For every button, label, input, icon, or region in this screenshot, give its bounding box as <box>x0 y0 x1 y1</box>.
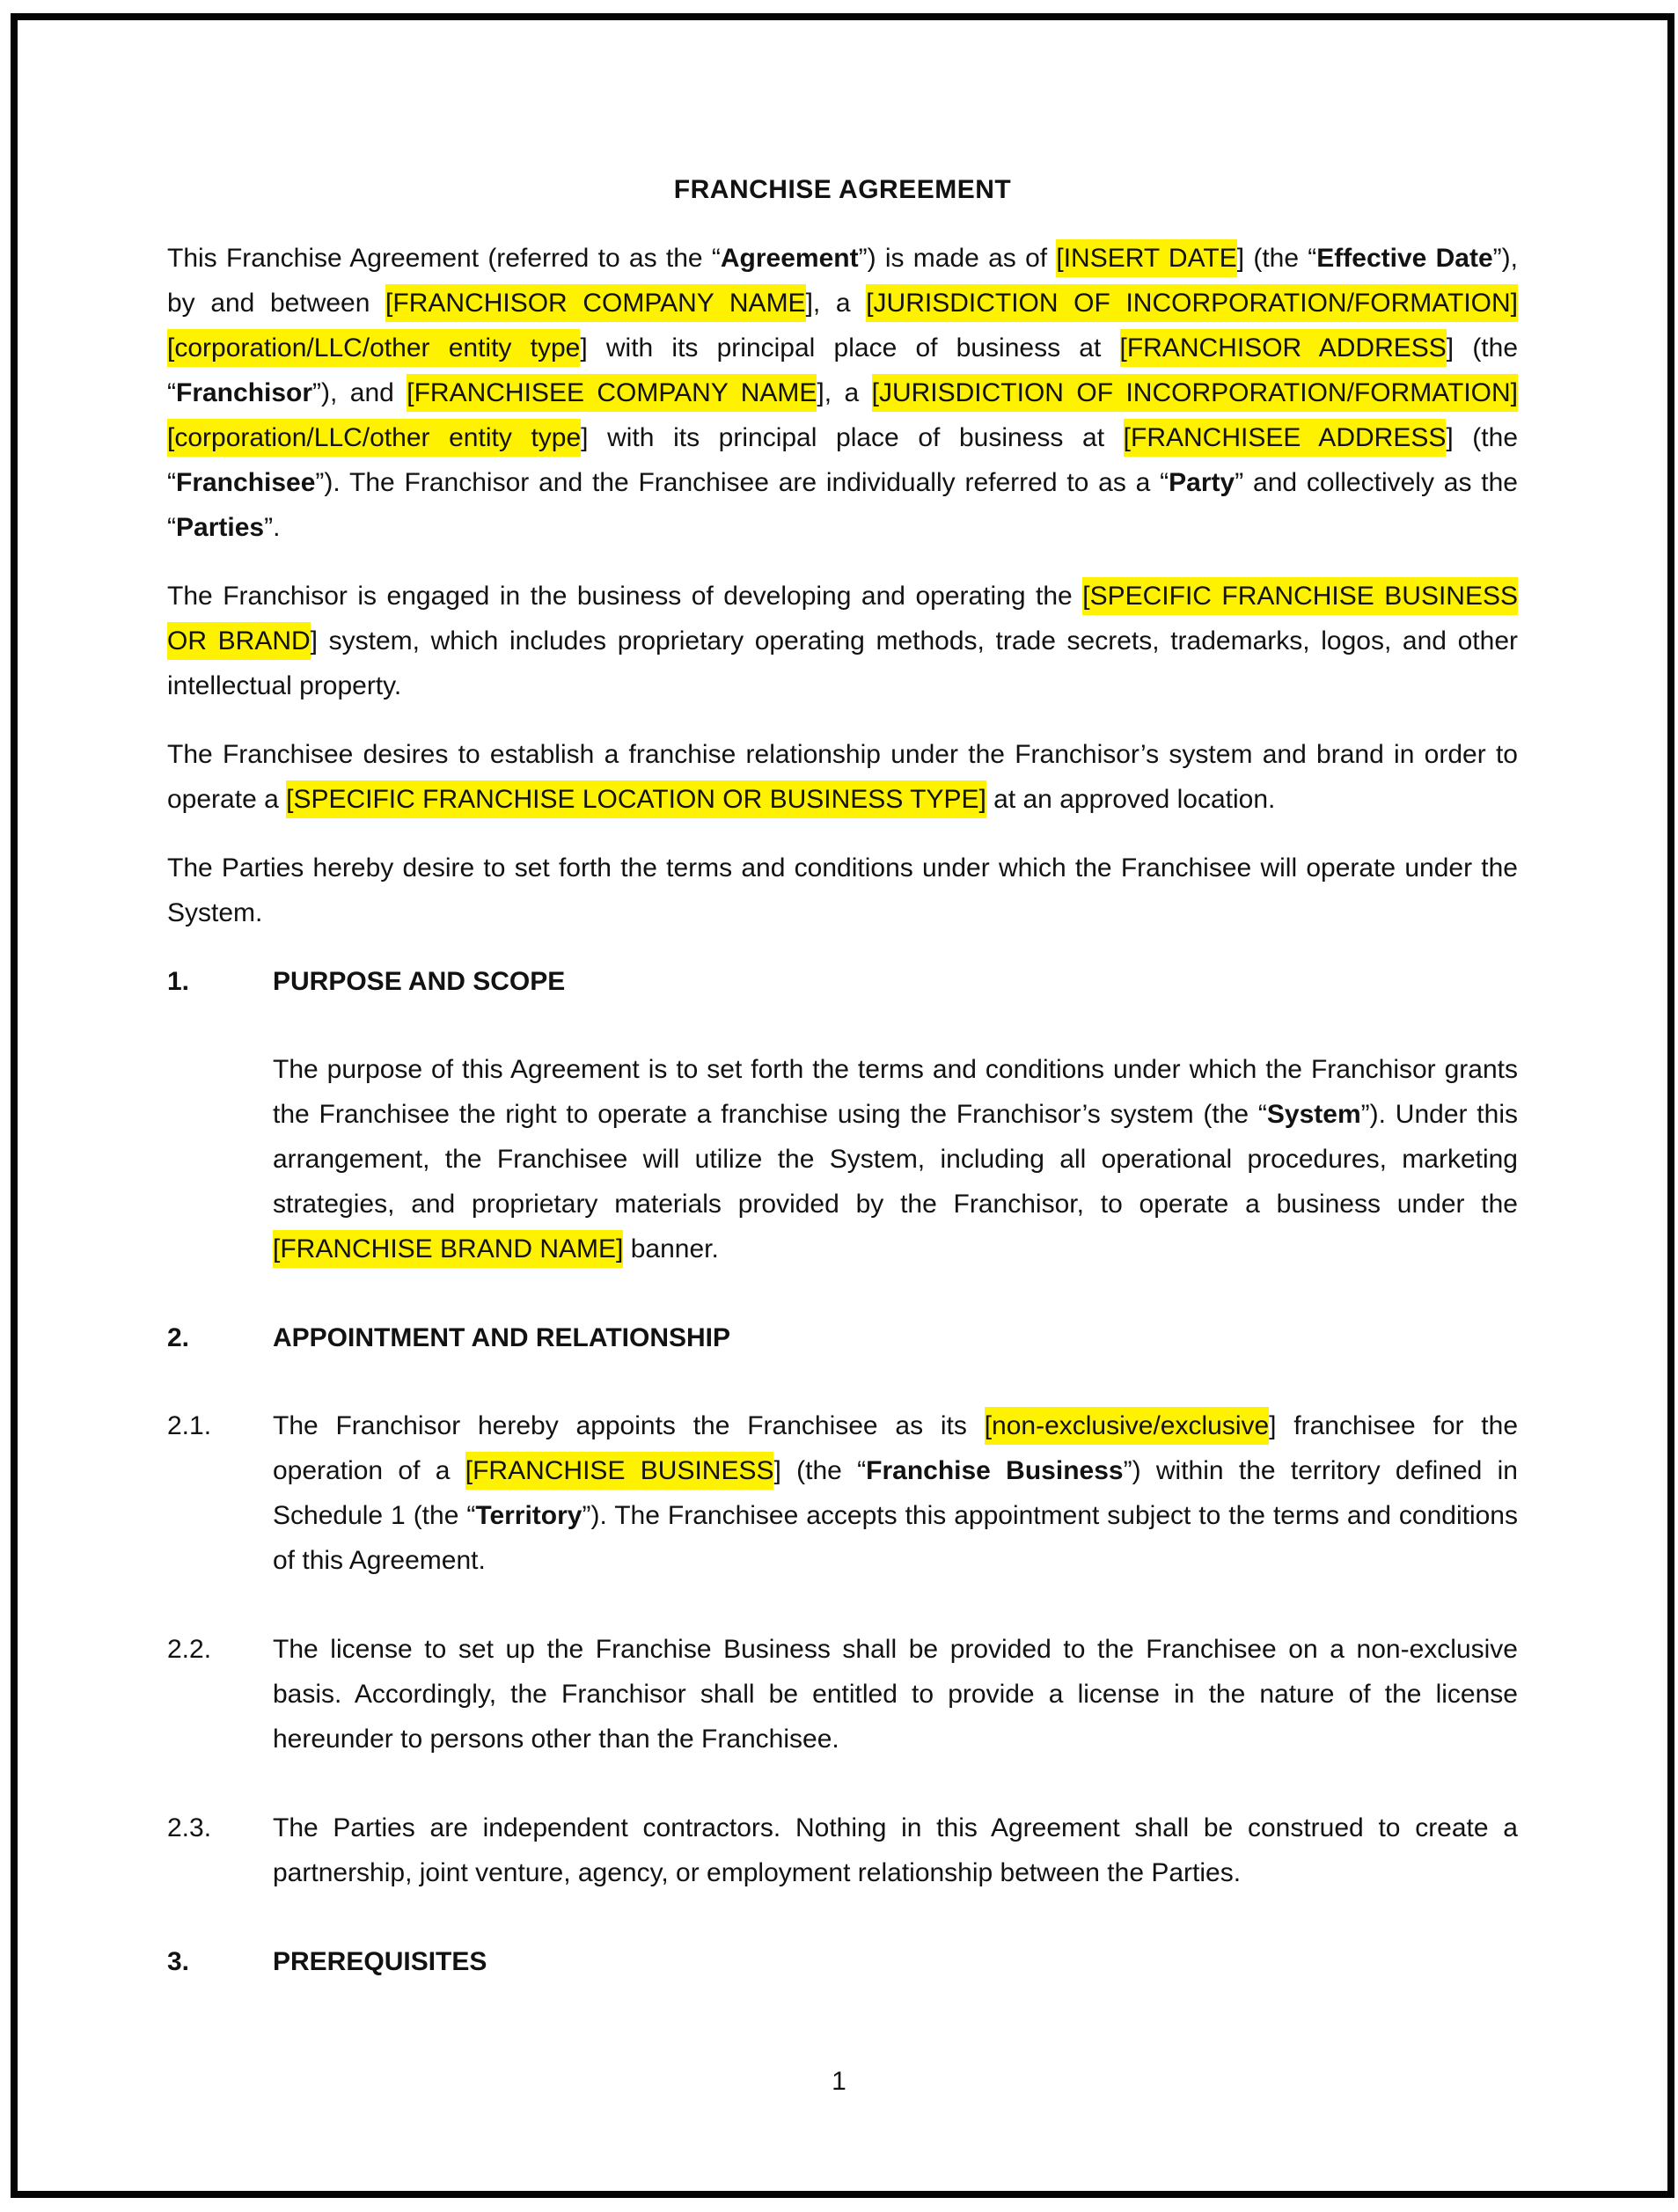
placeholder-highlight: [FRANCHISOR COMPANY NAME <box>385 284 806 322</box>
section-heading-label: PREREQUISITES <box>273 1947 487 1976</box>
placeholder-highlight: [FRANCHISE BUSINESS <box>465 1452 774 1490</box>
text-run: The Franchisee desires to establish a franchise relationship under the Franchisor’s system and brand in order to operate a <box>167 740 1518 814</box>
placeholder-highlight: [FRANCHISOR ADDRESS <box>1120 329 1447 367</box>
section-heading-label: PURPOSE AND SCOPE <box>273 967 566 996</box>
document-title: FRANCHISE AGREEMENT <box>673 175 1012 204</box>
text-run: ”). The Franchisee accepts this appointment subject to the terms and conditions of this Agreement. <box>273 1501 1518 1575</box>
text-run: ] system, which includes proprietary operating methods, trade secrets, trademarks, logos, and other intellectual property. <box>167 626 1518 700</box>
paragraph <box>167 846 1518 935</box>
text-run: This Franchise Agreement (referred to as the “ <box>167 244 721 273</box>
document-content <box>167 167 1518 2027</box>
text-run: ], a <box>817 378 872 407</box>
placeholder-highlight: [INSERT DATE <box>1056 239 1236 277</box>
text-run: ”) within the territory defined in Schedule 1 (the “ <box>273 1456 1518 1530</box>
placeholder-highlight: [JURISDICTION OF INCORPORATION/FORMATION] <box>872 374 1518 412</box>
text-run: ] (the “ <box>1236 244 1317 273</box>
text-run: ” and collectively as the “ <box>167 468 1518 542</box>
indented-paragraph <box>273 1047 1518 1271</box>
placeholder-highlight: [non-exclusive/exclusive <box>985 1407 1269 1445</box>
placeholder-highlight: [FRANCHISE BRAND NAME] <box>273 1230 623 1268</box>
text-run: The license to set up the Franchise Business shall be provided to the Franchisee on a non-exclusive basis. Accordingly, the Franchisor shall be entitled to provide a license in the nature of the license hereunder to persons other than the Franchisee. <box>273 1635 1518 1754</box>
text-run: ] (the “ <box>773 1456 867 1485</box>
placeholder-highlight: [SPECIFIC FRANCHISE BUSINESS OR BRAND <box>167 577 1518 660</box>
clause-text <box>273 1805 1518 1895</box>
document-body <box>167 236 1518 1984</box>
defined-term: Franchisor <box>176 378 313 407</box>
clause <box>167 1403 1518 1583</box>
clause-text <box>273 1403 1518 1583</box>
text-run: The Franchisor hereby appoints the Franchisee as its <box>273 1411 985 1440</box>
paragraph <box>167 236 1518 550</box>
clause-number: 2.1. <box>167 1411 212 1440</box>
clause-number: 2.2. <box>167 1635 212 1664</box>
clause <box>167 1627 1518 1762</box>
placeholder-highlight: [corporation/LLC/other entity type <box>167 329 580 367</box>
defined-term: Agreement <box>720 244 859 273</box>
text-run: ”) is made as of <box>858 244 1057 273</box>
text-run: ”), by and between <box>167 244 1518 318</box>
defined-term: Party <box>1169 468 1235 497</box>
section-number: 2. <box>167 1323 190 1352</box>
paragraph <box>167 732 1518 822</box>
text-run: ] (the “ <box>167 333 1519 407</box>
clause <box>167 1805 1518 1895</box>
section-number: 1. <box>167 967 190 996</box>
placeholder-highlight: [FRANCHISEE COMPANY NAME <box>407 374 817 412</box>
defined-term: Territory <box>475 1501 583 1530</box>
section-heading <box>167 1315 1518 1360</box>
clause-number: 2.3. <box>167 1813 212 1842</box>
page-number: 1 <box>832 2067 846 2096</box>
placeholder-highlight: [FRANCHISEE ADDRESS <box>1124 419 1447 457</box>
text-run: banner. <box>623 1234 719 1263</box>
defined-term: Parties <box>176 513 265 542</box>
defined-term: System <box>1266 1100 1361 1129</box>
text-run: The Parties hereby desire to set forth the terms and conditions under which the Franchisee will operate under the System. <box>167 853 1518 927</box>
text-run: at an approved location. <box>986 785 1276 814</box>
text-run: ”). The Franchisor and the Franchisee are individually referred to as a “ <box>315 468 1169 497</box>
defined-term: Effective Date <box>1316 244 1493 273</box>
text-run: The Parties are independent contractors. Nothing in this Agreement shall be construed to create a partnership, joint venture, agency, or employment relationship between the Parties. <box>273 1813 1518 1887</box>
text-run: ] (the “ <box>167 423 1519 497</box>
defined-term: Franchisee <box>176 468 316 497</box>
section-heading <box>167 959 1518 1004</box>
text-run: ] with its principal place of business at <box>581 423 1124 452</box>
paragraph <box>167 574 1518 708</box>
text-run: ] franchisee for the operation of a <box>273 1411 1519 1485</box>
text-run: ”. <box>264 513 281 542</box>
section-heading <box>167 1939 1518 1984</box>
clause-text <box>273 1627 1518 1762</box>
placeholder-highlight: [JURISDICTION OF INCORPORATION/FORMATION] <box>866 284 1518 322</box>
defined-term: Franchise Business <box>866 1456 1124 1485</box>
text-run: The Franchisor is engaged in the business of developing and operating the <box>167 582 1083 611</box>
text-run: ”), and <box>312 378 407 407</box>
text-run: The purpose of this Agreement is to set forth the terms and conditions under which the Franchisor grants the Franchisee the right to operate a franchise using the Franchisor’s system (the “ <box>273 1055 1518 1129</box>
text-run: ] with its principal place of business at <box>580 333 1120 363</box>
text-run: ”). Under this arrangement, the Franchisee will utilize the System, including all operational procedures, marketing strategies, and proprietary materials provided by the Franchisor, to operate a business under the <box>273 1100 1518 1219</box>
placeholder-highlight: [SPECIFIC FRANCHISE LOCATION OR BUSINESS TYPE] <box>286 780 986 818</box>
section-heading-label: APPOINTMENT AND RELATIONSHIP <box>273 1323 731 1352</box>
section-number: 3. <box>167 1947 190 1976</box>
text-run: ], a <box>805 289 867 318</box>
placeholder-highlight: [corporation/LLC/other entity type <box>167 419 581 457</box>
